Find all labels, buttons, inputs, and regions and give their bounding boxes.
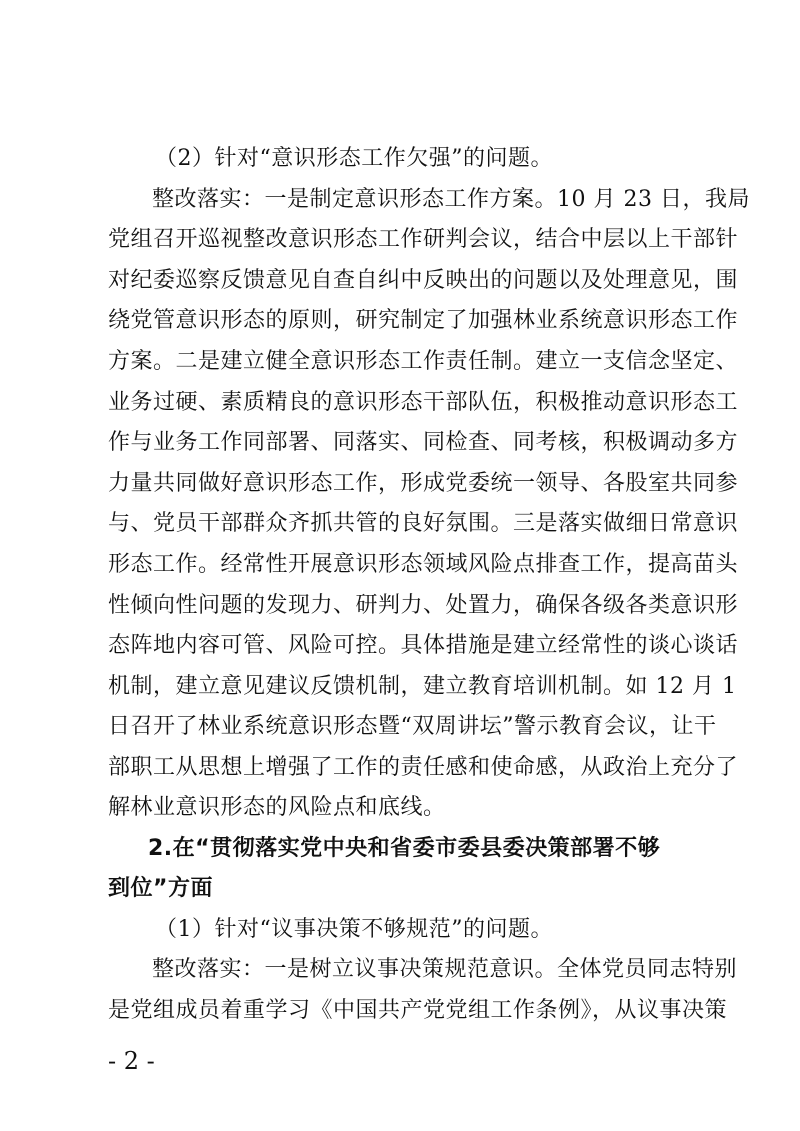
paragraph-line-6: 方案。二是建立健全意识形态工作责任制。建立一支信念坚定、 [108,349,739,374]
paragraph-line-11: 形态工作。经常性开展意识形态领域风险点排查工作，提高苗头 [108,552,739,577]
paragraph-line-10: 与、党员干部群众齐抓共管的良好氛围。三是落实做细日常意识 [108,511,739,536]
paragraph-line-19: 是党组成员着重学习《中国共产党党组工作条例》，从议事决策 [108,998,728,1023]
paragraph-line-8: 作与业务工作同部署、同落实、同检查、同考核，积极调动多方 [108,430,739,455]
paragraph-line-15: 日召开了林业系统意识形态暨“双周讲坛”警示教育会议，让干 [108,714,717,739]
subsection-title: （1）针对“议事决策不够规范”的问题。 [155,917,553,942]
paragraph-line-2: 整改落实：一是制定意识形态工作方案。10 月 23 日，我局 [152,187,750,212]
paragraph-line-5: 绕党管意识形态的原则，研究制定了加强林业系统意识形态工作 [108,308,739,333]
paragraph-line-7: 业务过硬、素质精良的意识形态干部队伍，积极推动意识形态工 [108,390,739,415]
section-heading-line-2: 到位”方面 [108,876,213,901]
paragraph-line-18: 整改落实：一是树立议事决策规范意识。全体党员同志特别 [152,957,738,982]
paragraph-line-16: 部职工从思想上增强了工作的责任感和使命感，从政治上充分了 [108,755,739,780]
paragraph-line-1: （2）针对“意识形态工作欠强”的问题。 [155,146,553,171]
paragraph-line-12: 性倾向性问题的发现力、研判力、处置力，确保各级各类意识形 [108,593,739,618]
section-heading-line-1: 2.在“贯彻落实党中央和省委市委县委决策部署不够 [148,836,661,861]
paragraph-line-3: 党组召开巡视整改意识形态工作研判会议，结合中层以上干部针 [108,227,739,252]
paragraph-line-13: 态阵地内容可管、风险可控。具体措施是建立经常性的谈心谈话 [108,633,739,658]
paragraph-line-14: 机制，建立意见建议反馈机制，建立教育培训机制。如 12 月 1 [108,674,737,699]
paragraph-line-9: 力量共同做好意识形态工作，形成党委统一领导、各股室共同参 [108,471,739,496]
paragraph-line-4: 对纪委巡察反馈意见自查自纠中反映出的问题以及处理意见，围 [108,268,739,293]
paragraph-line-17: 解林业意识形态的风险点和底线。 [108,795,446,820]
page-number: - 2 - [108,1047,155,1075]
